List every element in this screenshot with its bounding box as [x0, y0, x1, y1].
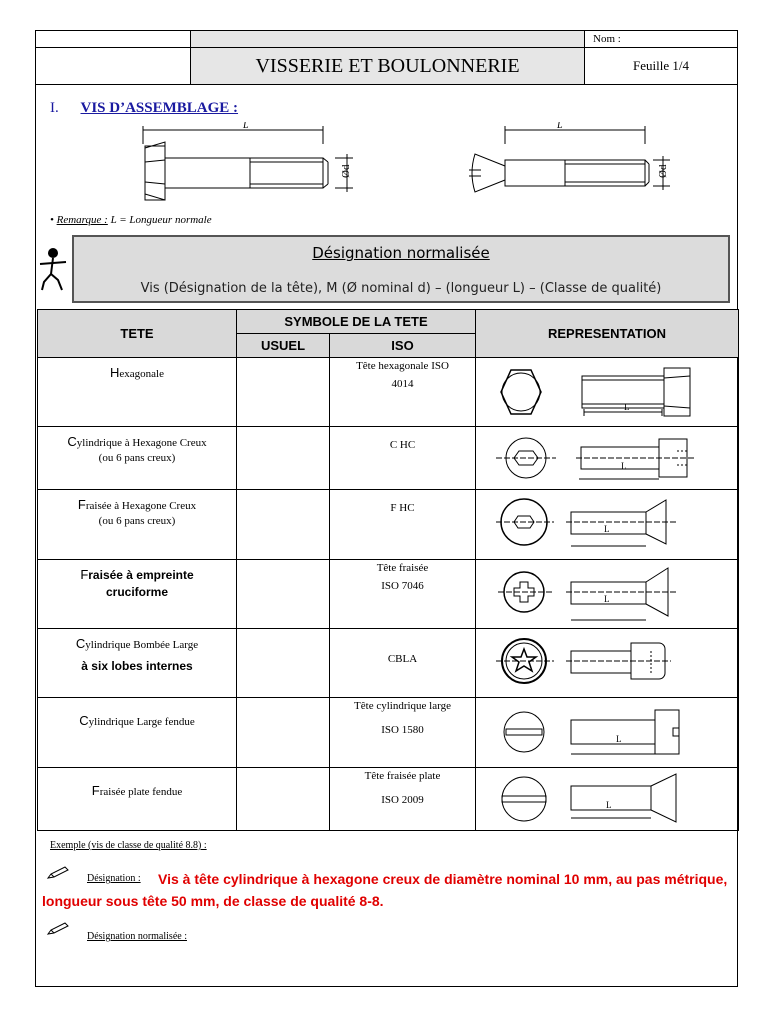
length-label: L: [606, 800, 612, 810]
iso-cell: [330, 358, 476, 427]
header-grey-strip: [190, 30, 585, 48]
name-label: Nom :: [593, 33, 621, 45]
iso-line-2: ISO 2009: [381, 793, 424, 806]
pencil-icon: [46, 922, 70, 936]
usuel-cell: [237, 358, 330, 427]
name-initial: F: [77, 497, 86, 512]
name-rest: raisée à Hexagone Creux: [85, 500, 197, 512]
section-heading: [50, 100, 238, 117]
iso-cell: [330, 560, 476, 629]
iso-line-1: CBLA: [387, 653, 418, 665]
name-sub: (ou 6 pans creux): [98, 451, 176, 464]
bullet-icon: •: [50, 214, 54, 226]
iso-cell: [330, 698, 476, 768]
normalized-designation-label: Désignation normalisée :: [87, 931, 187, 942]
remark-text: L = Longueur normale: [110, 214, 212, 226]
name-sub: (ou 6 pans creux): [98, 514, 176, 527]
name-rest: ylindrique Large fendue: [88, 716, 195, 728]
table-row: [38, 490, 739, 560]
usuel-cell: [237, 427, 330, 490]
torx-head-icon: [476, 629, 739, 697]
designation-heading: Désignation normalisée: [312, 244, 490, 262]
representation-cell: [476, 768, 739, 831]
usuel-cell: [237, 490, 330, 560]
diameter-label: Ød: [340, 164, 352, 178]
name-field[interactable]: [584, 30, 738, 48]
designation-formula: Vis (Désignation de la tête), M (Ø nominal d) – (longueur L) – (Classe de qualité): [140, 281, 662, 296]
slotted-cheese-icon: [476, 698, 739, 766]
iso-cell: [330, 490, 476, 560]
name-initial: F: [91, 783, 100, 798]
diameter-label-2: Ød: [657, 164, 669, 178]
page-header: [35, 30, 738, 85]
header-blank-cell-2: [35, 47, 191, 85]
countersunk-socket-icon: [476, 490, 739, 558]
name-rest: raisée à empreinte: [88, 568, 194, 582]
name-rest: exagonale: [119, 368, 164, 380]
iso-line-1: Tête fraisée: [376, 562, 429, 574]
head-name-cell: [38, 490, 237, 560]
representation-cell: [476, 427, 739, 490]
representation-cell: [476, 490, 739, 560]
screw-head-table: [37, 309, 739, 831]
iso-cell: [330, 768, 476, 831]
header-iso: ISO: [330, 334, 476, 358]
usuel-cell: [237, 629, 330, 698]
name-initial: H: [110, 365, 120, 380]
iso-line-1: F HC: [390, 502, 415, 514]
name-initial: C: [67, 434, 77, 449]
table-row: [38, 560, 739, 629]
iso-line-2: ISO 1580: [381, 723, 424, 736]
head-name-cell: [38, 560, 237, 629]
usuel-cell: [237, 698, 330, 768]
header-blank-cell: [35, 30, 191, 48]
table-row: [38, 358, 739, 427]
iso-line-1: Tête hexagonale ISO: [356, 360, 449, 372]
countersunk-screw-drawing: [465, 122, 680, 214]
length-label-2: L: [557, 122, 563, 131]
header-tete: TETE: [38, 310, 237, 358]
stick-figure-icon: [36, 246, 70, 292]
header-usuel: USUEL: [237, 334, 330, 358]
table-row: [38, 427, 739, 490]
head-name-cell: [38, 629, 237, 698]
name-sub: cruciforme: [105, 584, 169, 599]
iso-line-2: 4014: [391, 377, 414, 390]
name-initial: F: [80, 567, 89, 582]
iso-cell: [330, 427, 476, 490]
length-label: L: [616, 734, 622, 744]
usuel-cell: [237, 768, 330, 831]
length-label: L: [604, 524, 610, 534]
slotted-flat-icon: [476, 768, 739, 830]
section-title: VIS D’ASSEMBLAGE :: [80, 100, 239, 116]
iso-line-2: ISO 7046: [381, 579, 424, 592]
length-label: L: [604, 594, 610, 604]
socket-cap-icon: [476, 427, 739, 489]
representation-cell: [476, 698, 739, 768]
name-initial: C: [79, 713, 89, 728]
sheet-number: Feuille 1/4: [584, 47, 738, 85]
name-sub: à six lobes internes: [81, 658, 193, 673]
designation-text: [42, 868, 732, 912]
name-rest: ylindrique Bombée Large: [85, 639, 199, 651]
example-label: Exemple (vis de classe de qualité 8.8) :: [50, 840, 207, 851]
head-name-cell: [38, 768, 237, 831]
usuel-cell: [237, 560, 330, 629]
table-row: [38, 629, 739, 698]
phillips-flat-icon: [476, 560, 739, 628]
iso-line-1: Tête fraisée plate: [364, 770, 441, 782]
iso-cell: [330, 629, 476, 698]
iso-line-1: Tête cylindrique large: [354, 700, 451, 712]
name-rest: ylindrique à Hexagone Creux: [76, 437, 207, 449]
page-title: VISSERIE ET BOULONNERIE: [190, 47, 585, 85]
designation-label: Désignation :: [87, 873, 141, 884]
name-rest: raisée plate fendue: [99, 786, 183, 798]
head-name-cell: [38, 698, 237, 768]
head-name-cell: [38, 427, 237, 490]
hex-head-icon: [476, 358, 739, 426]
iso-line-1: C HC: [389, 439, 416, 451]
table-row: [38, 768, 739, 831]
length-label: L: [621, 461, 627, 471]
remark-note: [50, 214, 212, 226]
designation-text-value: Vis à tête cylindrique à hexagone creux de diamètre nominal 10 mm, au pas métrique, longueur sous tête 50 mm, de classe de qualité 8-8.: [42, 871, 728, 909]
head-name-cell: [38, 358, 237, 427]
representation-cell: [476, 560, 739, 629]
designation-box: [72, 235, 730, 303]
hex-bolt-drawing: [135, 122, 365, 214]
length-label: L: [243, 122, 249, 131]
name-initial: C: [75, 636, 86, 651]
table-row: [38, 698, 739, 768]
header-representation: REPRESENTATION: [476, 310, 739, 358]
representation-cell: [476, 358, 739, 427]
length-label: L: [624, 402, 630, 412]
header-symbole: SYMBOLE DE LA TETE: [237, 310, 476, 334]
representation-cell: [476, 629, 739, 698]
section-number: I.: [50, 100, 59, 116]
remark-label: Remarque :: [56, 214, 108, 226]
